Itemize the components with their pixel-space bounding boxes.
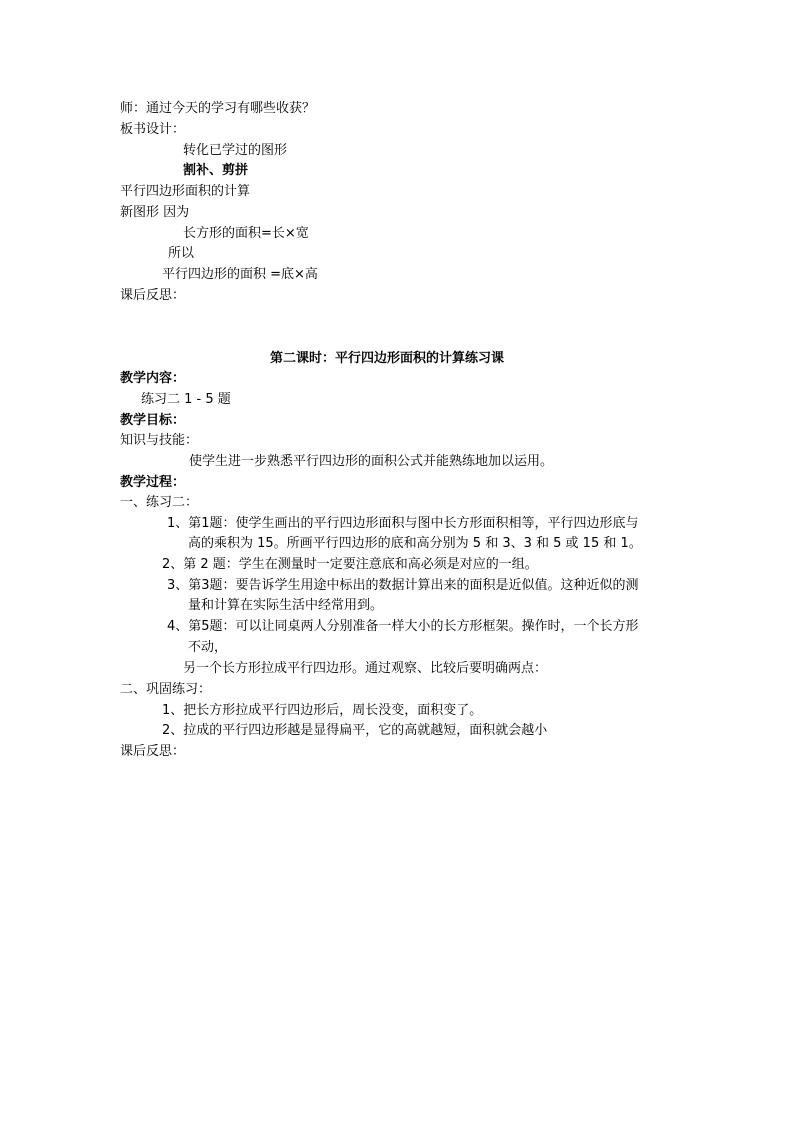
content-label: 教学内容： bbox=[120, 371, 186, 386]
question1-line1: 1、第1题：使学生画出的平行四边形面积与图中长方形面积相等，平行四边形底与 bbox=[167, 516, 639, 531]
area-calc-title: 平行四边形面积的计算 bbox=[120, 184, 251, 199]
rect-area-formula: 长方形的面积=长×宽 bbox=[183, 226, 309, 241]
part1-label: 一、练习二： bbox=[120, 495, 199, 510]
goal-label: 教学目标： bbox=[120, 413, 186, 428]
lesson-title: 第二课时：平行四边形面积的计算练习课 bbox=[270, 351, 505, 366]
goal-text: 使学生进一步熟悉平行四边形的面积公式并能熟练地加以运用。 bbox=[189, 454, 554, 469]
reflection-label-2: 课后反思： bbox=[120, 744, 186, 759]
consolidation-item2: 2、拉成的平行四边形越是显得扁平，它的高就越短，面积就会越小 bbox=[162, 723, 548, 738]
question4-line1: 4、第5题：可以让同桌两人分别准备一样大小的长方形框架。操作时，一个长方形 bbox=[167, 619, 639, 634]
teacher-question: 师：通过今天的学习有哪些收获？ bbox=[120, 101, 316, 116]
question1-line2: 高的乘积为 15。所画平行四边形的底和高分别为 5 和 3、3 和 5 或 15 和 1。 bbox=[188, 536, 642, 551]
reflection-label-1: 课后反思： bbox=[120, 288, 186, 303]
part2-label: 二、巩固练习： bbox=[120, 682, 212, 697]
board-design-label: 板书设计： bbox=[120, 122, 186, 137]
content-text: 练习二 1 - 5 题 bbox=[141, 392, 231, 407]
transform-text: 转化已学过的图形 bbox=[183, 143, 288, 158]
question3-line1: 3、第3题：要告诉学生用途中标出的数据计算出来的面积是近似值。这种近似的测 bbox=[167, 578, 639, 593]
cut-paste-text: 割补、剪拼 bbox=[183, 163, 249, 178]
process-label: 教学过程： bbox=[120, 475, 186, 490]
question4-line3: 另一个长方形拉成平行四边形。通过观察、比较后要明确两点： bbox=[183, 661, 548, 676]
consolidation-item1: 1、把长方形拉成平行四边形后，周长没变，面积变了。 bbox=[162, 703, 483, 718]
new-shape-text: 新图形 因为 bbox=[120, 205, 190, 220]
knowledge-label: 知识与技能： bbox=[120, 433, 199, 448]
parallelogram-formula: 平行四边形的面积 =底×高 bbox=[162, 267, 318, 282]
question4-line2: 不动， bbox=[188, 640, 228, 655]
so-text: 所以 bbox=[168, 246, 195, 261]
question2-line1: 2、第 2 题：学生在测量时一定要注意底和高必须是对应的一组。 bbox=[162, 557, 538, 572]
question3-line2: 量和计算在实际生活中经常用到。 bbox=[188, 598, 384, 613]
